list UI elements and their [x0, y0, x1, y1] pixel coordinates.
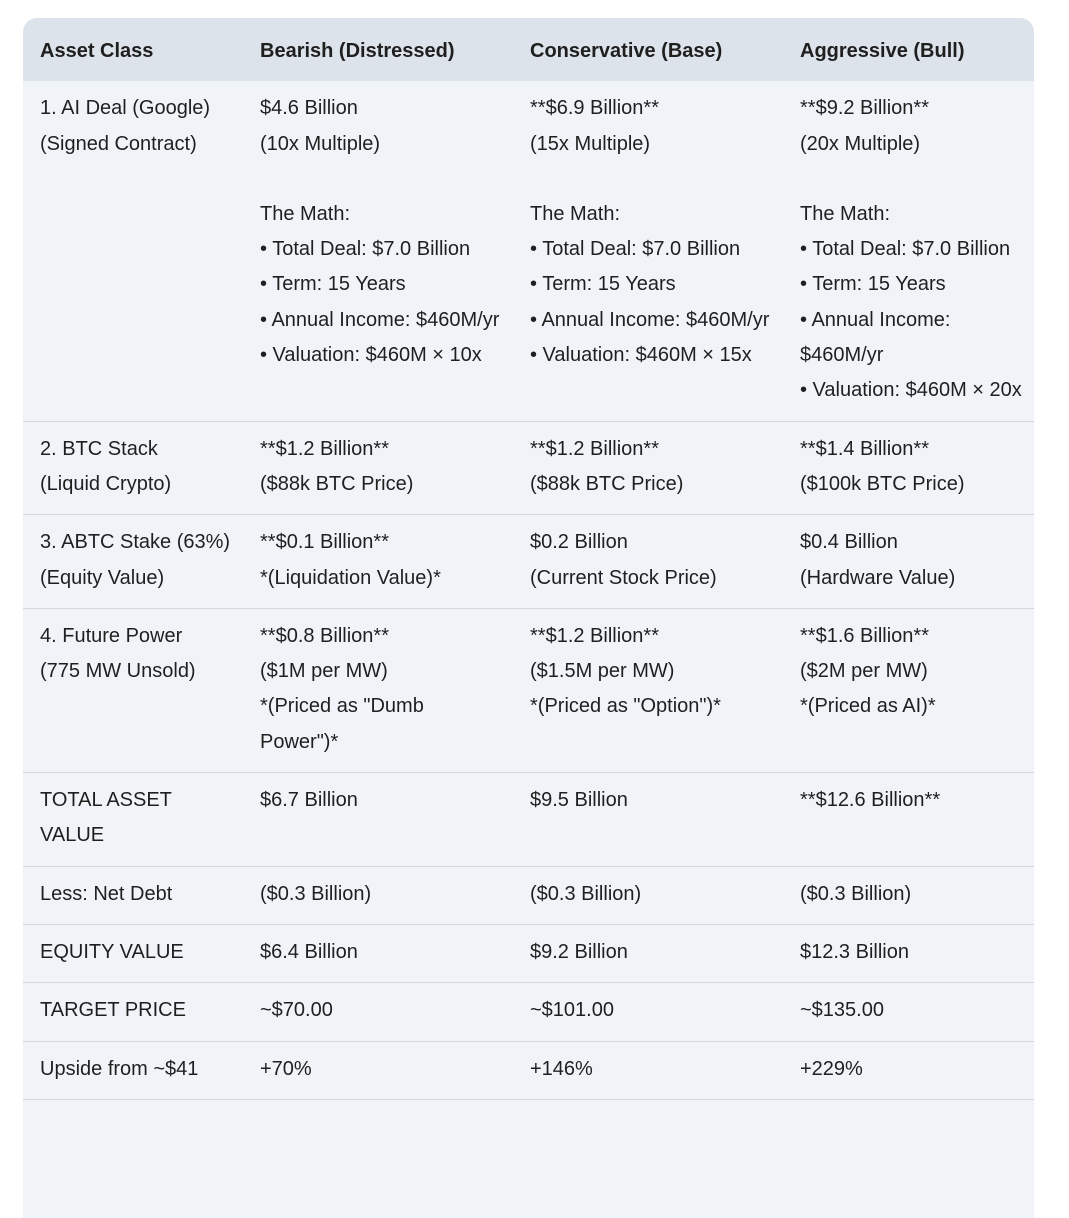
valuation-table — [23, 18, 1034, 1100]
cell-btc-stack-bearish — [243, 421, 513, 515]
math-total-deal: • Total Deal: $7.0 Billion — [260, 238, 471, 261]
row-label-abtc-stake — [23, 515, 243, 609]
row-label-future-power — [23, 608, 243, 772]
cell-note: *(Liquidation Value)* — [260, 566, 441, 589]
cell-abtc-stake-aggressive — [783, 515, 1034, 609]
cell-net-debt-conservative: ($0.3 Billion) — [513, 866, 783, 924]
cell-value: **$1.4 Billion** — [800, 437, 929, 460]
cell-note: ($88k BTC Price) — [530, 472, 684, 495]
cell-multiple: (15x Multiple) — [530, 132, 651, 155]
math-total-deal: • Total Deal: $7.0 Billion — [530, 238, 741, 261]
row-label-line: (775 MW Unsold) — [40, 660, 196, 683]
cell-note: ($1.5M per MW) — [530, 660, 675, 683]
cell-note: ($88k BTC Price) — [260, 472, 414, 495]
spacer — [260, 162, 505, 197]
row-label-line: 1. AI Deal (Google) — [40, 97, 211, 120]
table-row-future-power — [23, 608, 1034, 772]
row-label-ai-deal — [23, 81, 243, 421]
cell-value: **$1.2 Billion** — [530, 437, 659, 460]
math-title: The Math: — [530, 202, 621, 225]
cell-note: (Current Stock Price) — [530, 566, 717, 589]
cell-future-power-bearish — [243, 608, 513, 772]
math-title: The Math: — [800, 202, 891, 225]
header-asset-class: Asset Class — [40, 40, 154, 62]
math-title: The Math: — [260, 202, 351, 225]
cell-btc-stack-aggressive — [783, 421, 1034, 515]
table-header-row — [23, 18, 1034, 81]
cell-value: **$1.6 Billion** — [800, 624, 929, 647]
math-term: • Term: 15 Years — [530, 273, 676, 296]
cell-priced: *(Priced as "Option")* — [530, 695, 721, 718]
cell-total-asset-value-bearish: $6.7 Billion — [243, 773, 513, 867]
row-label-line: (Signed Contract) — [40, 132, 197, 155]
cell-target-price-conservative: ~$101.00 — [513, 983, 783, 1041]
cell-value: **$0.1 Billion** — [260, 531, 389, 554]
cell-target-price-aggressive: ~$135.00 — [783, 983, 1034, 1041]
cell-future-power-aggressive — [783, 608, 1034, 772]
cell-value: **$1.2 Billion** — [260, 437, 389, 460]
table-row-net-debt — [23, 866, 1034, 924]
table-row-total-asset-value — [23, 773, 1034, 867]
cell-note: ($100k BTC Price) — [800, 472, 965, 495]
cell-net-debt-aggressive: ($0.3 Billion) — [783, 866, 1034, 924]
math-term: • Term: 15 Years — [260, 273, 406, 296]
header-aggressive: Aggressive (Bull) — [800, 40, 965, 62]
cell-multiple: (20x Multiple) — [800, 132, 921, 155]
row-label-upside: Upside from ~$41 — [23, 1041, 243, 1099]
cell-ai-deal-conservative — [513, 81, 783, 421]
cell-net-debt-bearish: ($0.3 Billion) — [243, 866, 513, 924]
cell-priced: *(Priced as AI)* — [800, 695, 936, 718]
table-row-target-price — [23, 983, 1034, 1041]
row-label-line: 2. BTC Stack — [40, 437, 158, 460]
spacer — [800, 162, 1026, 197]
cell-note: ($1M per MW) — [260, 660, 388, 683]
math-term: • Term: 15 Years — [800, 273, 946, 296]
cell-upside-aggressive: +229% — [783, 1041, 1034, 1099]
cell-ai-deal-bearish — [243, 81, 513, 421]
cell-value: **$9.2 Billion** — [800, 97, 929, 120]
math-annual-income: • Annual Income: $460M/yr — [800, 308, 951, 367]
cell-value: $4.6 Billion — [260, 97, 358, 120]
spacer — [530, 162, 775, 197]
table-row-btc-stack — [23, 421, 1034, 515]
cell-total-asset-value-aggressive: **$12.6 Billion** — [783, 773, 1034, 867]
cell-btc-stack-conservative — [513, 421, 783, 515]
cell-priced: *(Priced as "Dumb Power")* — [260, 695, 424, 753]
table-row-upside — [23, 1041, 1034, 1099]
header-conservative: Conservative (Base) — [530, 40, 723, 62]
cell-upside-conservative: +146% — [513, 1041, 783, 1099]
table-row-ai-deal — [23, 81, 1034, 421]
cell-total-asset-value-conservative: $9.5 Billion — [513, 773, 783, 867]
cell-value: **$6.9 Billion** — [530, 97, 659, 120]
math-valuation: • Valuation: $460M × 20x — [800, 379, 1022, 402]
cell-value: $0.4 Billion — [800, 531, 898, 554]
cell-note: (Hardware Value) — [800, 566, 956, 589]
cell-value: $0.2 Billion — [530, 531, 628, 554]
math-valuation: • Valuation: $460M × 15x — [530, 344, 752, 367]
header-bearish: Bearish (Distressed) — [260, 40, 455, 62]
math-annual-income: • Annual Income: $460M/yr — [530, 308, 770, 331]
cell-value: **$1.2 Billion** — [530, 624, 659, 647]
cell-target-price-bearish: ~$70.00 — [243, 983, 513, 1041]
cell-abtc-stake-bearish — [243, 515, 513, 609]
valuation-table-container — [23, 18, 1034, 1218]
row-label-line: (Equity Value) — [40, 566, 165, 589]
cell-equity-value-bearish: $6.4 Billion — [243, 924, 513, 982]
math-valuation: • Valuation: $460M × 10x — [260, 344, 482, 367]
cell-abtc-stake-conservative — [513, 515, 783, 609]
cell-value: **$0.8 Billion** — [260, 624, 389, 647]
row-label-net-debt: Less: Net Debt — [23, 866, 243, 924]
row-label-btc-stack — [23, 421, 243, 515]
row-label-line: (Liquid Crypto) — [40, 472, 172, 495]
cell-multiple: (10x Multiple) — [260, 132, 381, 155]
math-total-deal: • Total Deal: $7.0 Billion — [800, 238, 1011, 261]
cell-equity-value-aggressive: $12.3 Billion — [783, 924, 1034, 982]
row-label-line: 4. Future Power — [40, 624, 183, 647]
row-label-total-asset-value: TOTAL ASSET VALUE — [23, 773, 243, 867]
cell-note: ($2M per MW) — [800, 660, 928, 683]
cell-future-power-conservative — [513, 608, 783, 772]
table-row-equity-value — [23, 924, 1034, 982]
math-annual-income: • Annual Income: $460M/yr — [260, 308, 500, 331]
table-row-abtc-stake — [23, 515, 1034, 609]
row-label-line: 3. ABTC Stake (63%) — [40, 531, 231, 554]
cell-upside-bearish: +70% — [243, 1041, 513, 1099]
cell-equity-value-conservative: $9.2 Billion — [513, 924, 783, 982]
row-label-equity-value: EQUITY VALUE — [23, 924, 243, 982]
row-label-target-price: TARGET PRICE — [23, 983, 243, 1041]
cell-ai-deal-aggressive — [783, 81, 1034, 421]
